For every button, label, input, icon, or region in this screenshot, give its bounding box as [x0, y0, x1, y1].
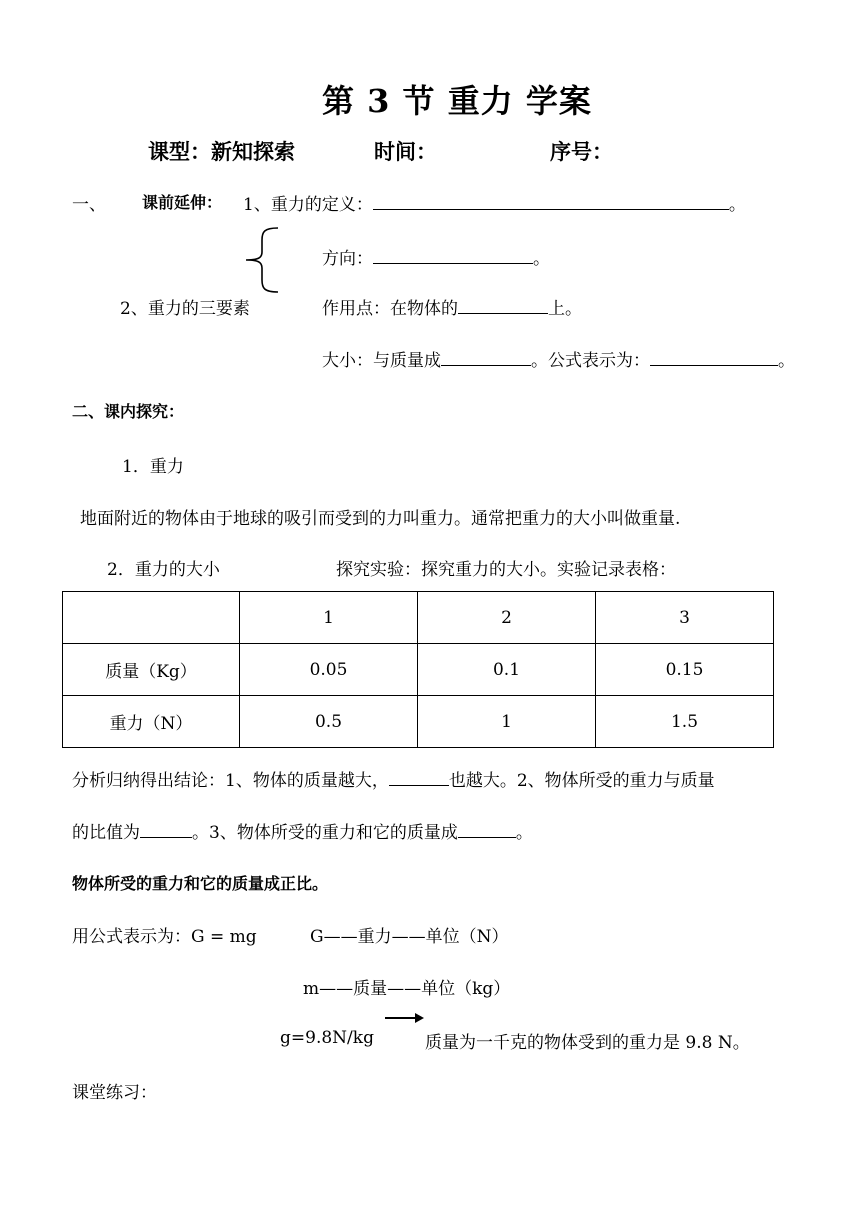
- page-title: 第 3 节 重力 学案: [322, 82, 592, 120]
- analysis-text: 的比值为: [72, 823, 140, 843]
- formula-line: 用公式表示为：G = mg: [72, 927, 257, 947]
- table-cell: 0.15: [596, 644, 774, 696]
- arrow-right-icon: [385, 1011, 425, 1025]
- time-label: 时间：: [374, 139, 437, 164]
- application-point-label: 作用点：在物体的: [322, 299, 458, 319]
- table-cell: 0.05: [240, 644, 418, 696]
- g-meaning: 质量为一千克的物体受到的重力是 9.8 N。: [425, 1033, 750, 1053]
- application-point-line: [322, 294, 582, 319]
- analysis-blank-3[interactable]: [458, 819, 516, 838]
- direction-end: 。: [533, 249, 550, 269]
- analysis-text: 分析归纳得出结论：1、物体的质量越大，: [72, 771, 389, 791]
- gravity-magnitude-subtitle: 2．重力的大小: [107, 560, 220, 580]
- analysis-text: 也越大。2、物体所受的重力与质量: [448, 771, 715, 791]
- table-header-row: [63, 592, 774, 644]
- direction-line: [322, 244, 550, 269]
- three-elements-label: 2、重力的三要素: [120, 299, 250, 319]
- table-cell: 3: [596, 592, 774, 644]
- serial-label: 序号：: [550, 139, 613, 164]
- table-cell: 1.5: [596, 696, 774, 748]
- definition-blank[interactable]: [373, 191, 729, 210]
- formula-blank[interactable]: [650, 347, 778, 366]
- table-cell: 1: [418, 696, 596, 748]
- m-unit-description: m——质量——单位（kg）: [303, 979, 511, 999]
- table-row: [63, 696, 774, 748]
- conclusion-text: 物体所受的重力和它的质量成正比。: [72, 874, 329, 893]
- magnitude-label: 大小：与质量成: [322, 351, 441, 371]
- definition-line: [243, 190, 746, 215]
- table-cell: 0.5: [240, 696, 418, 748]
- table-cell: 质量（Kg）: [63, 644, 240, 696]
- experiment-description: 探究实验：探究重力的大小。实验记录表格：: [336, 560, 676, 580]
- definition-label: 1、重力的定义：: [243, 195, 373, 215]
- table-cell: 重力（N）: [63, 696, 240, 748]
- g-unit-description: G——重力——单位（N）: [310, 927, 509, 947]
- section2-heading: 二、课内探究：: [72, 402, 185, 421]
- magnitude-blank[interactable]: [441, 347, 531, 366]
- section1-heading: 课前延伸：: [142, 193, 223, 212]
- analysis-text: 。: [515, 823, 533, 843]
- table-row: [63, 644, 774, 696]
- analysis-text: 。3、物体所受的重力和它的质量成: [192, 823, 458, 843]
- analysis-blank-2[interactable]: [140, 819, 192, 838]
- table-cell: 0.1: [418, 644, 596, 696]
- gravity-subtitle: 1．重力: [122, 457, 184, 477]
- application-point-end: 上。: [548, 299, 582, 319]
- table-cell: 1: [240, 592, 418, 644]
- table-cell: 2: [418, 592, 596, 644]
- direction-label: 方向：: [322, 249, 373, 269]
- gravity-definition-text: 地面附近的物体由于地球的吸引而受到的力叫重力。通常把重力的大小叫做重量.: [80, 509, 681, 529]
- magnitude-end: 。: [778, 351, 795, 371]
- lesson-type-label: 课型：新知探索: [148, 139, 295, 164]
- g-value: g=9.8N/kg: [280, 1028, 374, 1048]
- analysis-line-1: [72, 766, 715, 791]
- formula-label: 。公式表示为：: [531, 351, 650, 371]
- analysis-line-2: [72, 818, 533, 843]
- direction-blank[interactable]: [373, 245, 533, 264]
- section1-number: 一、: [72, 195, 106, 215]
- brace-icon: [242, 226, 282, 294]
- definition-end: 。: [728, 195, 746, 215]
- magnitude-line: [322, 346, 795, 371]
- experiment-record-table: [62, 591, 774, 748]
- classroom-practice-label: 课堂练习：: [72, 1083, 157, 1103]
- application-point-blank[interactable]: [458, 295, 548, 314]
- table-cell: [63, 592, 240, 644]
- analysis-blank-1[interactable]: [389, 767, 449, 786]
